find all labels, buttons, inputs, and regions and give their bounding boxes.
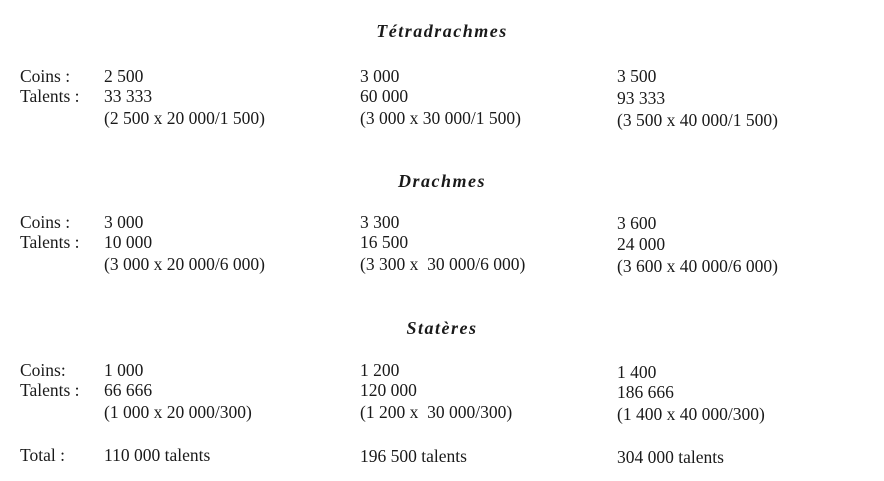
talents-value: 120 000 xyxy=(360,380,417,400)
formula: (3 000 x 30 000/1 500) xyxy=(360,108,521,128)
section-title-tetradrachmes: Tétradrachmes xyxy=(376,21,508,41)
coins-value: 1 400 xyxy=(617,362,657,382)
total-value: 196 500 talents xyxy=(360,446,467,466)
coins-value: 1 200 xyxy=(360,360,400,380)
coins-value: 3 300 xyxy=(360,212,400,232)
talents-value: 93 333 xyxy=(617,88,666,108)
coins-value: 1 000 xyxy=(104,360,144,380)
talents-label: Talents : xyxy=(20,86,80,106)
coins-value: 3 600 xyxy=(617,213,657,233)
coins-value: 3 000 xyxy=(104,212,144,232)
formula: (2 500 x 20 000/1 500) xyxy=(104,108,265,128)
formula: (3 300 x 30 000/6 000) xyxy=(360,254,526,274)
formula: (1 400 x 40 000/300) xyxy=(617,404,765,424)
talents-value: 10 000 xyxy=(104,232,153,252)
section-title-stateres: Statères xyxy=(406,318,478,338)
coins-value: 2 500 xyxy=(104,66,144,86)
talents-label: Talents : xyxy=(20,380,80,400)
formula: (1 200 x 30 000/300) xyxy=(360,402,513,422)
talents-value: 33 333 xyxy=(104,86,153,106)
talents-label: Talents : xyxy=(20,232,80,252)
talents-value: 186 666 xyxy=(617,382,674,402)
section-title-drachmes: Drachmes xyxy=(398,171,486,191)
coins-value: 3 000 xyxy=(360,66,400,86)
coins-label: Coins : xyxy=(20,66,71,86)
formula: (1 000 x 20 000/300) xyxy=(104,402,252,422)
total-value: 110 000 talents xyxy=(104,445,211,465)
total-label: Total : xyxy=(20,445,65,465)
total-value: 304 000 talents xyxy=(617,447,724,467)
talents-value: 16 500 xyxy=(360,232,409,252)
coins-label: Coins : xyxy=(20,212,71,232)
formula: (3 600 x 40 000/6 000) xyxy=(617,256,778,276)
coins-value: 3 500 xyxy=(617,66,657,86)
coins-label: Coins: xyxy=(20,360,66,380)
talents-value: 60 000 xyxy=(360,86,409,106)
talents-value: 24 000 xyxy=(617,234,666,254)
talents-value: 66 666 xyxy=(104,380,153,400)
formula: (3 000 x 20 000/6 000) xyxy=(104,254,265,274)
formula: (3 500 x 40 000/1 500) xyxy=(617,110,778,130)
